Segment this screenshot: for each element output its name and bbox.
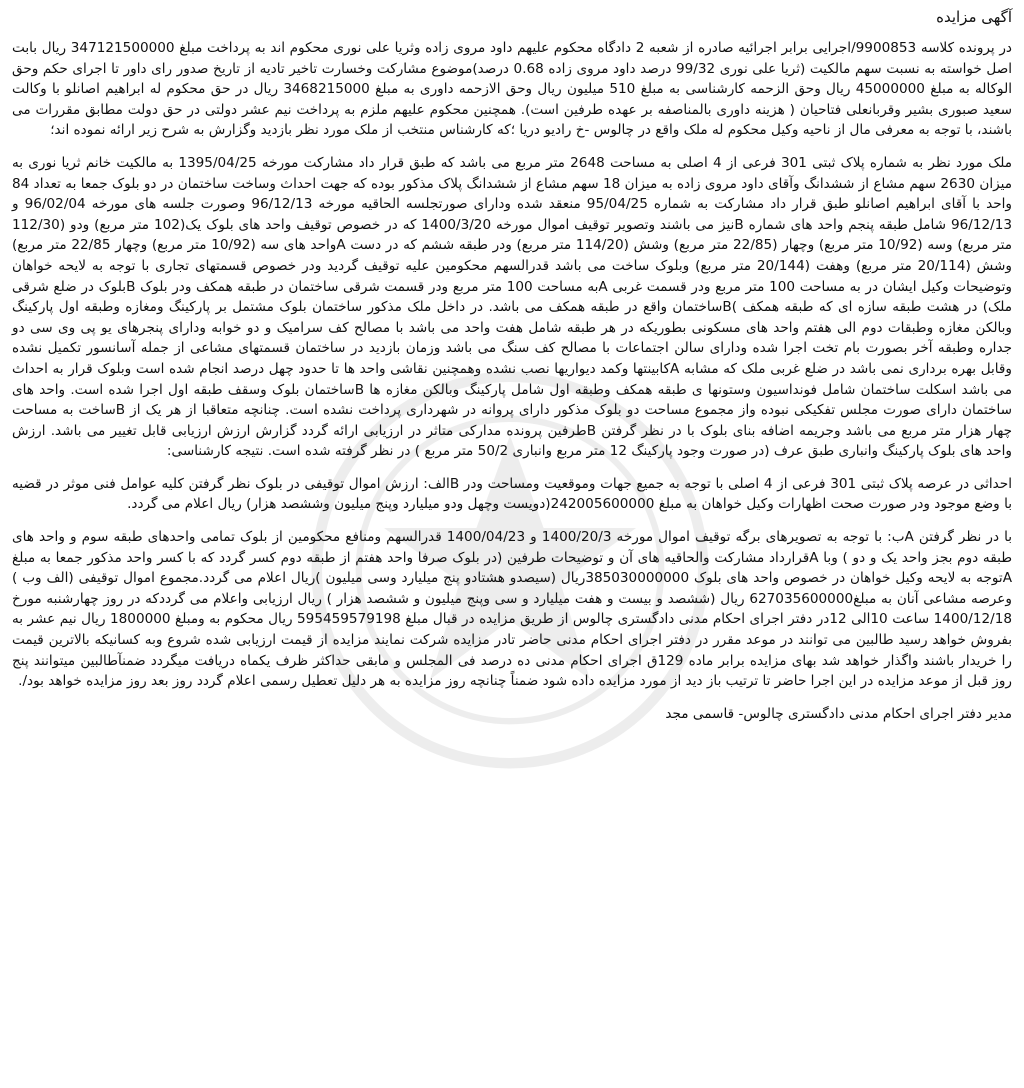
paragraph-case-intro: در پرونده کلاسه 9900853/اجرایی برابر اجرائیه صادره از شعبه 2 دادگاه محکوم علیهم داود مروی زاده وثریا علی نوری محکوم اند به پرداخت مبلغ 347121500000 ریال بابت اصل خواسته به نسبت سهم مالکیت (ثریا علی نوری 99/32 درصد داود مروی زاده 0.68 درصد)موضوع مشارکت وخسارت تاخیر تادیه از تاریخ صدور رای داور تا اجرای حکم وحق الوکاله به مبلغ 45000000 ریال وحق الزحمه کارشناسی به مبلغ 510 میلیون ریال وحق الازحمه داوری به مبلغ 3468215000 ریال در حق محکوم له ابراهیم اصانلو با وکالت سعید صبوری بشیر وقربانعلی فتاحیان ( هزینه داوری بالمناصفه بر عهده طرفین است). همچنین محکوم علیهم ملزم به پرداخت نیم عشر دولتی در حق دولت مطابق مقررات می باشند، با توجه به معرفی مال از ناحیه وکیل محکوم له ملک واقع در چالوس -خ رادیو دریا ؛که کارشناس منتخب از ملک مورد نظر بازدید وگزارش به شرح زیر ارائه نموده اند؛ [12, 40, 1013, 139]
document-title: آگهی مزایده [936, 8, 1012, 26]
paragraph-valuation-b-auction: با در نظر گرفتن Aب: با توجه به تصویرهای برگه توقیف اموال مورخه 1400/20/3 و 1400/04/23 قدرالسهم ومنافع محکومین از بلوک تمامی واحدهای طبقه سوم و واحد های طبقه دوم بجز واحد یک و دو ) وبا Aقرارداد مشارکت والحاقیه های آن و توضیحات طرفین (در بلوک صرفا واحد هفتم از طبقه دوم کسر گردد که با کسر واحد مذکور جمعا به مبلغ Aتوجه به لایحه وکیل خواهان در خصوص واحد های بلوک 385030000000ریال (سیصدو هشتادو پنج میلیارد وسی میلیون )ریال اعلام می گردد.مجموع اموال توقیفی (الف وب ) وعرصه مشاعی آنان به مبلغ627035600000 ریال (ششصد و بیست و هفت میلیارد و سی وپنج میلیون و ششصد هزار ) ریال ارزیابی واعلام می گرددکه در روز چهارشنبه مورخ 1400/12/18 ساعت 10الی 12در دفتر اجرای احکام مدنی دادگستری چالوس از طریق مزایده در قبال مبلغ 595459579198 ریال محکوم به ومبلغ 1800000 ریال نیم عشر به بفروش خواهد رسید طالبین می توانند در موعد مقرر در دفتر اجرای احکام مدنی حاضر تادر مزایده شرکت نمایند مزایده از قیمت ارزیابی شده شروع وبه کسانیکه بالاترین قیمت را خریدار باشند واگذار خواهد شد بهای مزایده برابر ماده 129ق اجرای احکام مدنی ده درصد فی المجلس و مابقی حداکثر ظرف یکماه دریافت میگردد ضمنآطالبین میتوانند پنج روز قبل از موعد مزایده در این اجرا حاضر تا ترتیب باز دید از مورد مزایده داده شود ضمناً چنانچه روز مزایده به هر دلیل تعطیل رسمی اعلام گردد روز بعد روز مزایده خواهد بود/. [12, 529, 1013, 690]
paragraph-property-description: ملک مورد نظر به شماره پلاک ثبتی 301 فرعی از 4 اصلی به مساحت 2648 متر مربع می باشد که طبق قرار داد مشارکت مورخه 1395/04/25 به مالکیت خانم ثریا نوری به میزان 2630 سهم مشاع از ششدانگ وآقای داود مروی زاده به میزان 18 سهم مشاع از ششدانگ پلاک مذکور بوده که جهت احداث وساخت ساختمان در دو بلوک جمعا به تعداد 84 واحد با آقای ابراهیم اصانلو طبق قرار داد مشارکت به شماره 95/04/25 منعقد شده ودارای صورتجلسه الحاقیه مورخه 96/12/13 وصورت جلسه های مورخه 96/02/04 و 96/12/13 شامل طبقه پنجم واحد های شماره Bنیز می باشند وتصویر توقیف اموال مورخه 1400/3/20 که در خصوص توقیف واحد های بلوک یک(102 متر مربع) ودو (112/30 متر مربع) وسه (10/92 متر مربع) وچهار (22/85 متر مربع) وشش (114/20 متر مربع) ودر طبقه ششم که در دست Aواحد های سه (10/92 متر مربع) وچهار 22/85 متر مربع) وشش (20/114 متر مربع) وهفت (20/144 متر مربع) وبلوک ساخت می باشد قدرالسهم محکومین علیه توقیف گردید ودر خصوص قسمتهای تجاری با توجه به لایحه خواهان وتوضیحات وکیل ایشان در به مساحت 100 متر مربع ودر قسمت غربی Aبه مساحت 100 متر مربع ودر قسمت شرقی ساختمان در طبقه همکف ودر بلوک Bبلوک در ضلع شرقی ملک) در هشت طبقه سازه ای که طبقه همکف )Bساختمان واقع در طبقه همکف می باشد. در داخل ملک مذکور ساختمان بلوک مشتمل بر پارکینگ ومغازه وطبقه اول پارکینگ وبالکن مغازه وطبقات دوم الی هفتم واحد های مسکونی بطوریکه در هر طبقه شامل هفت واحد می باشد با مصالح کف سرامیک و دو خوابه ودارای پنجرهای یو پی وی سی دو جداره وطبقه آخر بصورت بام تخت اجرا شده ودارای سالن اجتماعات با مصالح کف سنگ می باشد وزمان بازدید در ساختمان قسمتهای مشاعی از جمله آسانسور تکمیل نشده وقابل بهره برداری نمی باشد در ضلع غربی ملک که مشابه Aکابینتها وکمد دیواریها نصب نشده وهمچنین نقاشی واحد ها تا حدود چهل درصد انجام شده است وبلوک قرار به احداث می باشد اسکلت ساختمان شامل فونداسیون وستونها ی طبقه همکف وطبقه اول شامل پارکینگ وبالکن مغازه ها Bساختمان بلوک وسقف طبقه اول اجرا شده است. واحد های ساختمان دارای صورت مجلس تفکیکی نبوده واز مجموع مساحت دو بلوک مذکور دارای پروانه در شهرداری پرداخت نشده است. چنانچه متعاقبا از هر یک از Bساخت به مساحت چهار هزار متر مربع می باشد وجریمه اضافه بنای بلوک با در نظر گرفتن Bطرفین پرونده مدارکی متاثر در ارزیابی ارائه گردد گزارش ارزش ارزیابی قابل تغییر می باشد. ارزش واحد های بلوک پارکینگ وانباری طبق عرف (در صورت وجود پارکینگ 12 متر مربع وانباری 50/2 متر مربع ) در نظر گرفته شده است. نتیجه کارشناسی: [12, 154, 1013, 460]
paragraph-valuation-a: احداثی در عرصه پلاک ثبتی 301 فرعی از 4 اصلی با توجه به جمیع جهات وموقعیت ومساحت ودر Bالف: ارزش اموال توقیفی در بلوک نظر گرفتن کلیه عوامل فنی موثر در قضیه با وضع موجود ودر صورت صحت اظهارات وکیل خواهان به مبلغ 242005600000(دویست وچهل ودو میلیارد وپنج میلیون وششصد هزار) ریال اعلام می گردد. [12, 475, 1012, 513]
signature-line: مدیر دفتر اجرای احکام مدنی دادگستری چالوس- قاسمی مجد [665, 705, 1012, 722]
